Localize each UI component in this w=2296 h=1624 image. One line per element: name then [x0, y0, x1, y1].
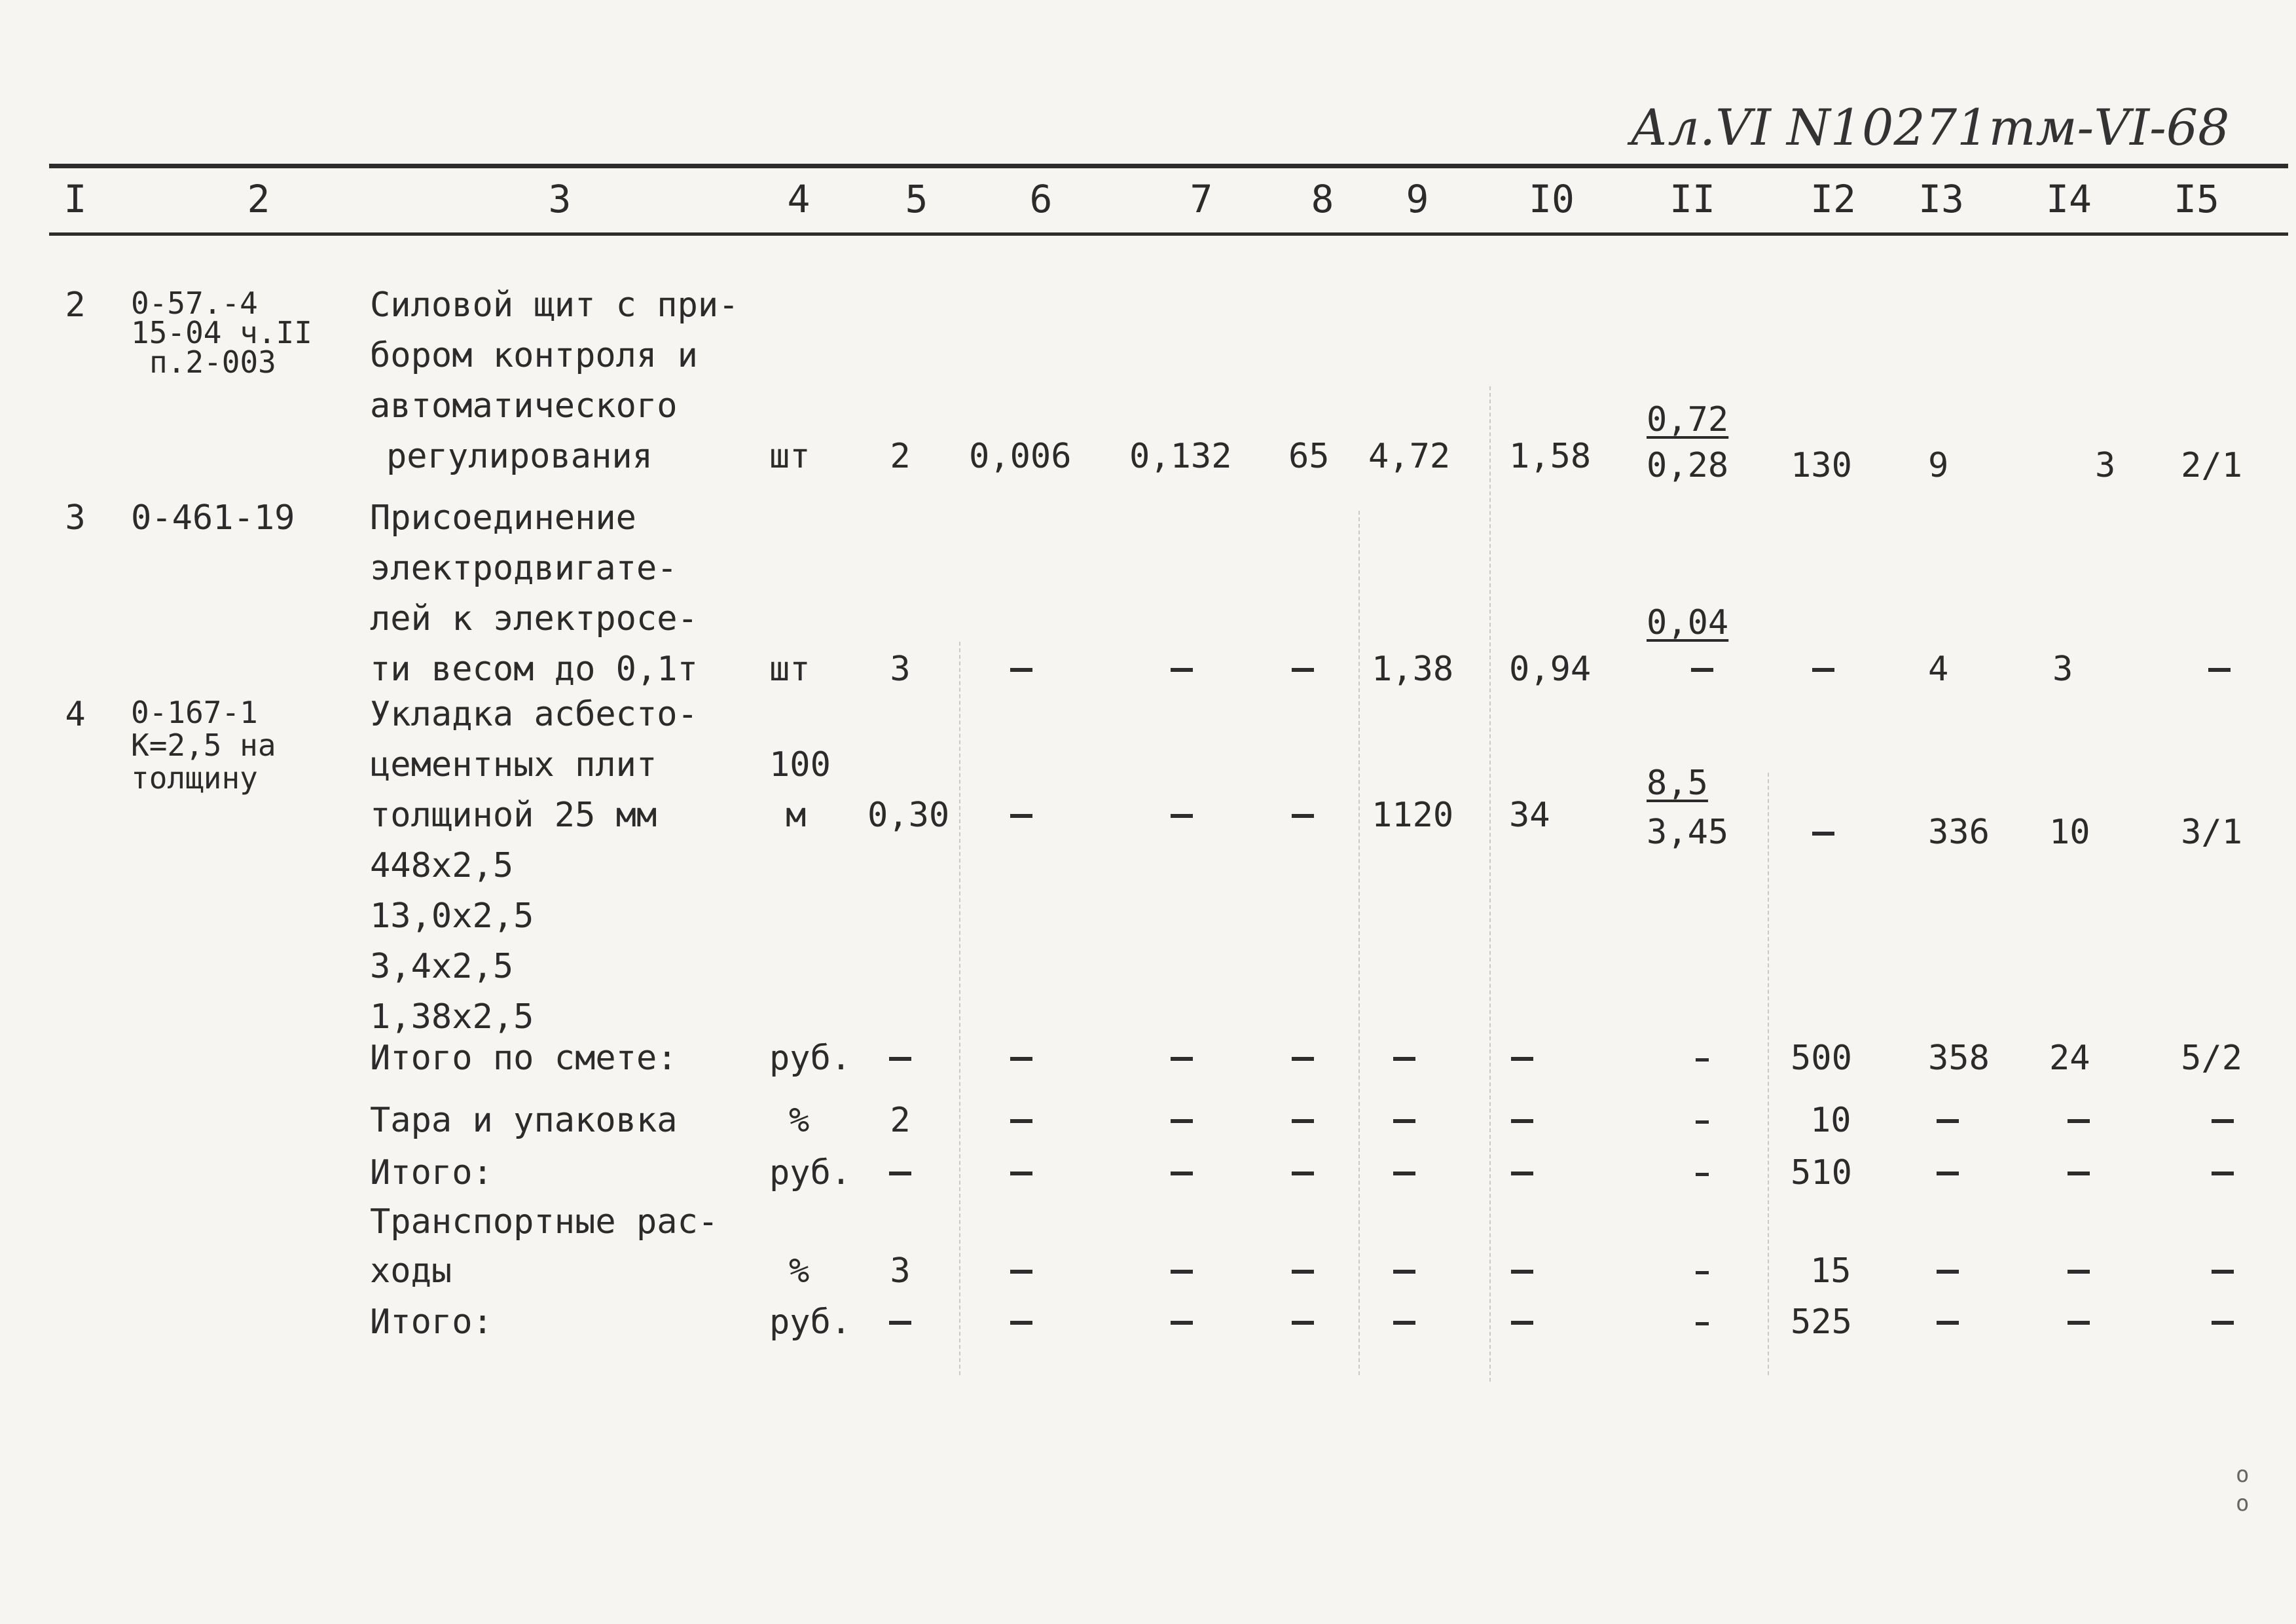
side-mark-glyph: о: [2236, 1490, 2250, 1517]
empty-dash: [1812, 832, 1834, 836]
work-name: лей к электросе-: [370, 599, 698, 638]
col-header: 8: [1311, 177, 1334, 221]
cell: 3: [2095, 446, 2116, 485]
unit: %: [789, 1251, 810, 1291]
cell-fraction-bottom: 3,45: [1647, 813, 1729, 852]
quantity: 3: [890, 1251, 911, 1291]
cell: 9: [1928, 446, 1949, 485]
col-header: 9: [1406, 177, 1429, 221]
empty-dash: [1010, 1119, 1032, 1123]
quantity: 3: [890, 650, 911, 689]
side-mark-glyph: о: [2236, 1462, 2250, 1488]
empty-dash: [1696, 1322, 1709, 1325]
cell: 1,58: [1509, 437, 1592, 476]
cell: 24: [2049, 1039, 2090, 1078]
total-label: ходы: [370, 1251, 452, 1291]
cell: 10: [2049, 813, 2090, 852]
empty-dash: [1010, 1321, 1032, 1325]
quantity: 0,30: [867, 796, 950, 835]
empty-dash: [1292, 1270, 1314, 1274]
empty-dash: [1292, 668, 1314, 672]
total-sum: 15: [1810, 1251, 1851, 1291]
work-name: Укладка асбесто-: [370, 695, 698, 734]
work-name: толщиной 25 мм: [370, 796, 657, 835]
cell: 358: [1928, 1039, 1990, 1078]
unit: шт: [769, 437, 811, 476]
unit-top: 100: [769, 745, 831, 784]
extra-line: 448х2,5: [370, 846, 514, 885]
empty-dash: [1511, 1270, 1533, 1274]
row-number: 4: [65, 695, 86, 734]
cell-fraction-top: 0,72: [1647, 400, 1729, 439]
norm-code: толщину: [131, 760, 258, 796]
total-sum: 500: [1791, 1039, 1852, 1078]
col-header: 3: [548, 177, 572, 221]
total-sum: 525: [1791, 1302, 1852, 1342]
col-header: 4: [787, 177, 811, 221]
empty-dash: [1171, 668, 1193, 672]
cell-fraction-top: 8,5: [1647, 764, 1708, 803]
empty-dash: [1511, 1172, 1533, 1175]
col-header: 5: [905, 177, 928, 221]
empty-dash: [1393, 1172, 1415, 1175]
col-header: I: [64, 177, 87, 221]
cell: 336: [1928, 813, 1990, 852]
empty-dash: [1511, 1321, 1533, 1325]
total-sum: 10: [1810, 1101, 1851, 1140]
empty-dash: [1010, 668, 1032, 672]
header-top-rule: [49, 164, 2288, 168]
cell: 130: [1791, 446, 1852, 485]
empty-dash: [1696, 1271, 1709, 1274]
total-label: Транспортные рас-: [370, 1202, 719, 1242]
empty-dash: [1010, 1172, 1032, 1175]
empty-dash: [889, 1057, 911, 1061]
col-header: II: [1669, 177, 1715, 221]
total-label: Итого по смете:: [370, 1039, 678, 1078]
empty-dash: [1812, 668, 1834, 672]
header-bottom-rule: [49, 232, 2288, 236]
cell: 4: [1928, 650, 1949, 689]
cell: 3/1: [2181, 813, 2242, 852]
work-name: регулирования: [386, 437, 653, 476]
extra-line: 3,4х2,5: [370, 947, 514, 986]
empty-dash: [1696, 1058, 1709, 1061]
empty-dash: [1937, 1270, 1959, 1274]
norm-code: 15-04 ч.II: [131, 315, 312, 350]
empty-dash: [1292, 1172, 1314, 1175]
work-name: бором контроля и: [370, 336, 698, 375]
empty-dash: [1393, 1057, 1415, 1061]
total-sum: 510: [1791, 1153, 1852, 1192]
cell-fraction-top: 0,04: [1647, 603, 1729, 642]
empty-dash: [2208, 668, 2231, 672]
col-header: 6: [1029, 177, 1053, 221]
total-label: Тара и упаковка: [370, 1101, 678, 1140]
empty-dash: [2068, 1119, 2090, 1123]
empty-dash: [2212, 1321, 2234, 1325]
cell: 0,132: [1129, 437, 1232, 476]
col-header: 7: [1190, 177, 1213, 221]
empty-dash: [1937, 1172, 1959, 1175]
empty-dash: [1511, 1119, 1533, 1123]
document-stamp: Ал.VI N10271тм-VI-68: [1630, 98, 2230, 157]
total-label: Итого:: [370, 1153, 493, 1192]
work-name: электродвигате-: [370, 549, 678, 588]
quantity: 2: [890, 1101, 911, 1140]
total-label: Итого:: [370, 1302, 493, 1342]
col-header: 2: [247, 177, 270, 221]
empty-dash: [1511, 1057, 1533, 1061]
norm-code: 0-167-1: [131, 695, 258, 730]
empty-dash: [1393, 1321, 1415, 1325]
norm-code: п.2-003: [149, 344, 276, 380]
cell: 5/2: [2181, 1039, 2242, 1078]
empty-dash: [1171, 1057, 1193, 1061]
unit: шт: [769, 650, 811, 689]
empty-dash: [2068, 1172, 2090, 1175]
empty-dash: [1010, 1057, 1032, 1061]
unit: %: [789, 1101, 810, 1140]
empty-dash: [2212, 1270, 2234, 1274]
empty-dash: [1171, 1119, 1193, 1123]
norm-code: 0-461-19: [131, 498, 295, 538]
extra-line: 13,0х2,5: [370, 896, 534, 936]
extra-line: 1,38х2,5: [370, 997, 534, 1037]
norm-code: К=2,5 на: [131, 728, 276, 763]
empty-dash: [1171, 1172, 1193, 1175]
column-guide: [1768, 773, 1769, 1375]
col-header: I2: [1810, 177, 1856, 221]
cell-fraction-bottom: 0,28: [1647, 446, 1729, 485]
empty-dash: [1171, 1270, 1193, 1274]
side-mark: [2236, 1460, 2249, 1518]
empty-dash: [2068, 1321, 2090, 1325]
column-guide: [959, 642, 960, 1375]
unit: руб.: [769, 1302, 852, 1342]
work-name: Присоединение: [370, 498, 636, 538]
empty-dash: [1937, 1321, 1959, 1325]
cell: 1120: [1372, 796, 1454, 835]
work-name: цементных плит: [370, 745, 657, 784]
empty-dash: [889, 1172, 911, 1175]
cell: 1,38: [1372, 650, 1454, 689]
work-name: автоматического: [370, 386, 678, 426]
work-name: ти весом до 0,1т: [370, 650, 698, 689]
empty-dash: [1292, 814, 1314, 818]
unit: руб.: [769, 1039, 852, 1078]
row-number: 2: [65, 286, 86, 325]
empty-dash: [1393, 1270, 1415, 1274]
work-name: Силовой щит с при-: [370, 286, 739, 325]
unit: м: [786, 796, 807, 835]
empty-dash: [1010, 814, 1032, 818]
cell: 0,94: [1509, 650, 1592, 689]
empty-dash: [889, 1321, 911, 1325]
empty-dash: [1292, 1321, 1314, 1325]
empty-dash: [1696, 1173, 1709, 1176]
col-header: I5: [2174, 177, 2219, 221]
empty-dash: [1292, 1119, 1314, 1123]
col-header: I4: [2046, 177, 2092, 221]
cell: 3: [2052, 650, 2073, 689]
cell: 34: [1509, 796, 1550, 835]
empty-dash: [1696, 1120, 1709, 1124]
quantity: 2: [890, 437, 911, 476]
empty-dash: [1292, 1057, 1314, 1061]
empty-dash: [1171, 1321, 1193, 1325]
empty-dash: [2212, 1119, 2234, 1123]
empty-dash: [2212, 1172, 2234, 1175]
cell: 0,006: [969, 437, 1072, 476]
cell: 2/1: [2181, 446, 2242, 485]
unit: руб.: [769, 1153, 852, 1192]
column-guide: [1358, 511, 1360, 1375]
empty-dash: [1010, 1270, 1032, 1274]
empty-dash: [1393, 1119, 1415, 1123]
col-header: I0: [1529, 177, 1575, 221]
empty-dash: [2068, 1270, 2090, 1274]
column-guide: [1489, 386, 1491, 1382]
cell: 65: [1288, 437, 1330, 476]
empty-dash: [1691, 668, 1713, 672]
empty-dash: [1937, 1119, 1959, 1123]
col-header: I3: [1918, 177, 1964, 221]
cell: 4,72: [1368, 437, 1451, 476]
row-number: 3: [65, 498, 86, 538]
norm-code: 0-57.-4: [131, 286, 258, 321]
empty-dash: [1171, 814, 1193, 818]
